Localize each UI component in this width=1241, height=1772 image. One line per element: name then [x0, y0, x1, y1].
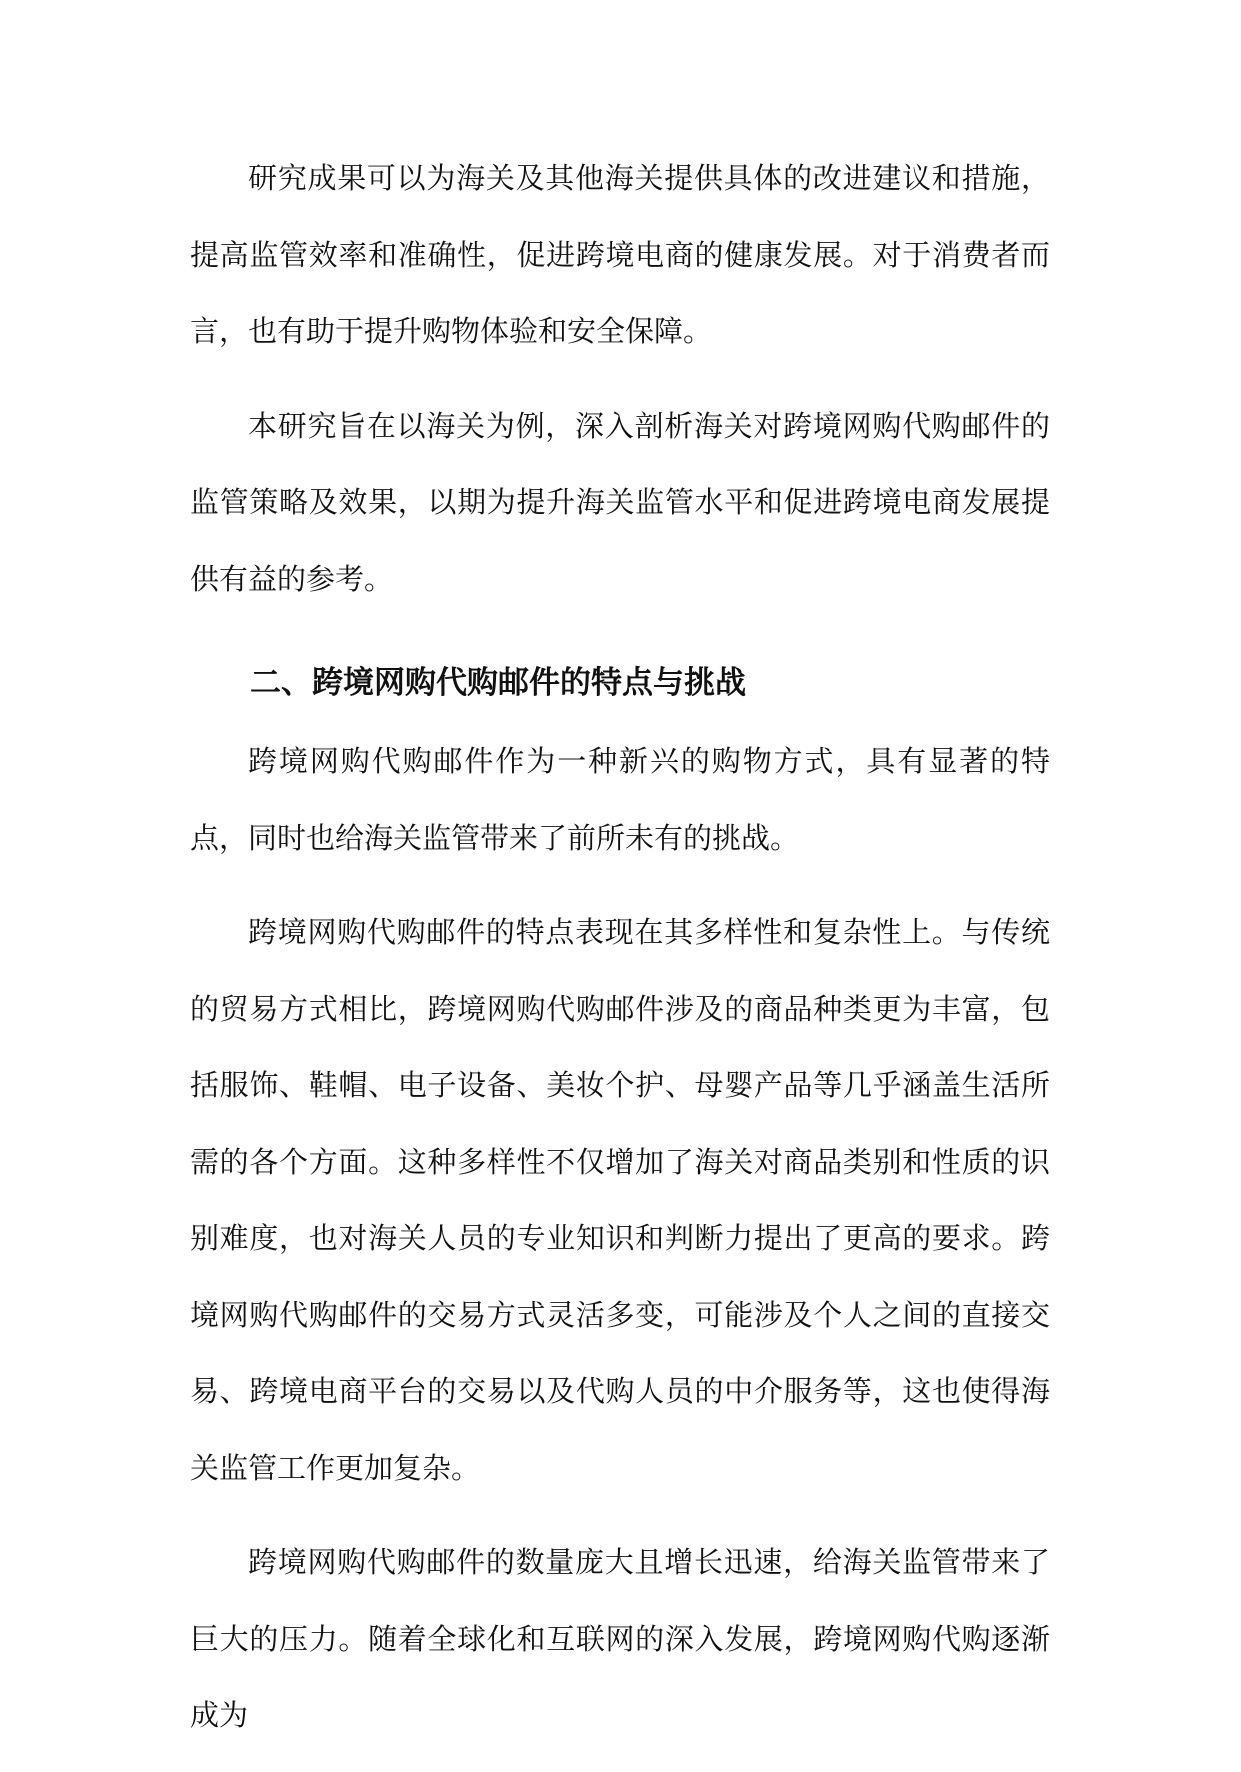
paragraph-research-aim: 本研究旨在以海关为例，深入剖析海关对跨境网购代购邮件的监管策略及效果，以期为提升海关监管水平和促进跨境电商发展提供有益的参考。 [190, 408, 1050, 596]
paragraph-volume-growth: 跨境网购代购邮件的数量庞大且增长迅速，给海关监管带来了巨大的压力。随着全球化和互联网的深入发展，跨境网购代购逐渐成为 [190, 1545, 1050, 1732]
paragraph-characteristics-intro: 跨境网购代购邮件作为一种新兴的购物方式，具有显著的特点，同时也给海关监管带来了前所未有的挑战。 [190, 744, 1050, 855]
document-body [190, 140, 1050, 1772]
paragraph-diversity-complexity: 跨境网购代购邮件的特点表现在其多样性和复杂性上。与传统的贸易方式相比，跨境网购代购邮件涉及的商品种类更为丰富，包括服饰、鞋帽、电子设备、美妆个护、母婴产品等几乎涵盖生活所需的各个方面。这种多样性不仅增加了海关对商品类别和性质的识别难度，也对海关人员的专业知识和判断力提出了更高的要求。跨境网购代购邮件的交易方式灵活多变，可能涉及个人之间的直接交易、跨境电商平台的交易以及代购人员的中介服务等，这也使得海关监管工作更加复杂。 [190, 915, 1050, 1485]
paragraph-research-results: 研究成果可以为海关及其他海关提供具体的改进建议和措施，提高监管效率和准确性，促进跨境电商的健康发展。对于消费者而言，也有助于提升购物体验和安全保障。 [190, 161, 1050, 348]
section-heading: 二、跨境网购代购邮件的特点与挑战 [250, 665, 746, 701]
